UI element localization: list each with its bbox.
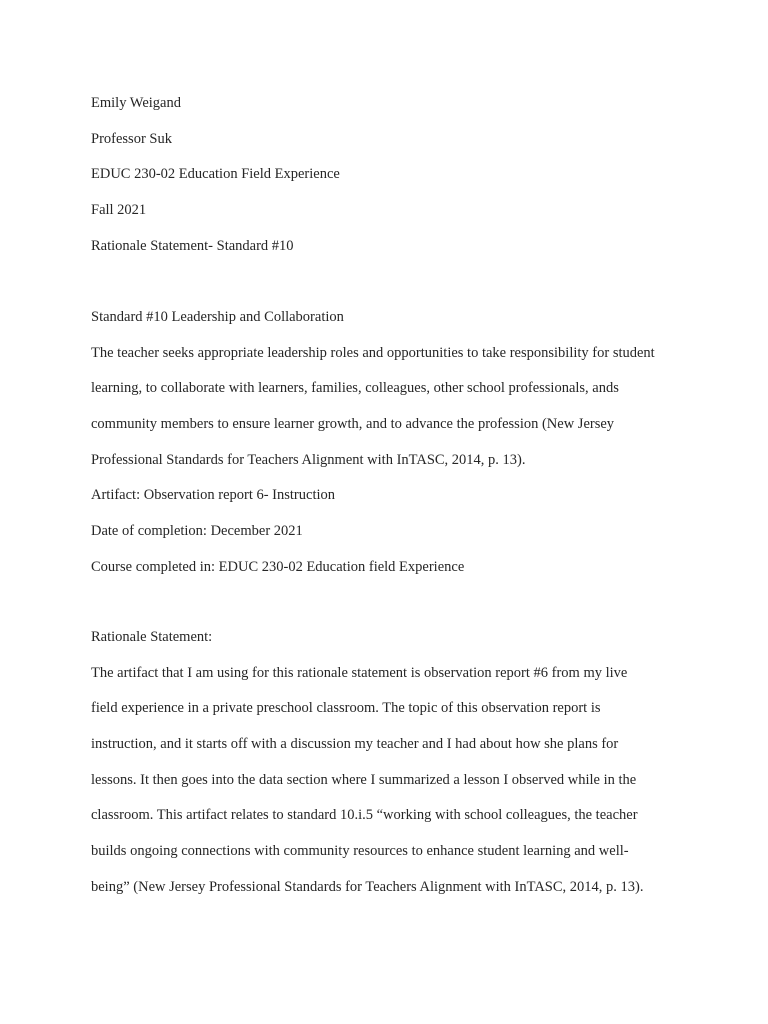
term: Fall 2021 <box>91 202 147 219</box>
standard-description-line: Professional Standards for Teachers Alignment with InTASC, 2014, p. 13). <box>91 451 526 468</box>
standard-description-line: community members to ensure learner growth, and to advance the profession (New Jersey <box>91 416 615 433</box>
author-name: Emily Weigand <box>91 95 181 111</box>
standard-description-line: The teacher seeks appropriate leadership roles and opportunities to take responsibility for student <box>91 344 655 361</box>
course-name: EDUC 230-02 Education Field Experience <box>91 166 340 183</box>
rationale-body-line: field experience in a private preschool classroom. The topic of this observation report is <box>91 700 601 717</box>
header-block <box>91 93 691 271</box>
professor-name: Professor Suk <box>91 130 172 147</box>
standard-description-line: learning, to collaborate with learners, families, colleagues, other school professionals, ands <box>91 380 619 397</box>
rationale-body-line: builds ongoing connections with community resources to enhance student learning and well- <box>91 843 629 860</box>
date-of-completion-line: Date of completion: December 2021 <box>91 523 303 540</box>
rationale-body-line: lessons. It then goes into the data section where I summarized a lesson I observed while in the <box>91 771 637 788</box>
rationale-body-line: being” (New Jersey Professional Standards for Teachers Alignment with InTASC, 2014, p. 13). <box>91 878 644 895</box>
standard-section <box>91 307 691 593</box>
standard-heading: Standard #10 Leadership and Collaboration <box>91 309 344 325</box>
rationale-section <box>91 627 691 913</box>
document-title: Rationale Statement- Standard #10 <box>91 237 294 254</box>
rationale-body-line: The artifact that I am using for this rationale statement is observation report #6 from my live <box>91 664 628 681</box>
course-completed-line: Course completed in: EDUC 230-02 Education field Experience <box>91 558 465 575</box>
rationale-body-line: instruction, and it starts off with a discussion my teacher and I had about how she plans for <box>91 736 619 753</box>
artifact-line: Artifact: Observation report 6- Instruction <box>91 487 336 504</box>
rationale-heading: Rationale Statement: <box>91 629 213 645</box>
rationale-body-line: classroom. This artifact relates to standard 10.i.5 “working with school colleagues, the teacher <box>91 807 638 824</box>
